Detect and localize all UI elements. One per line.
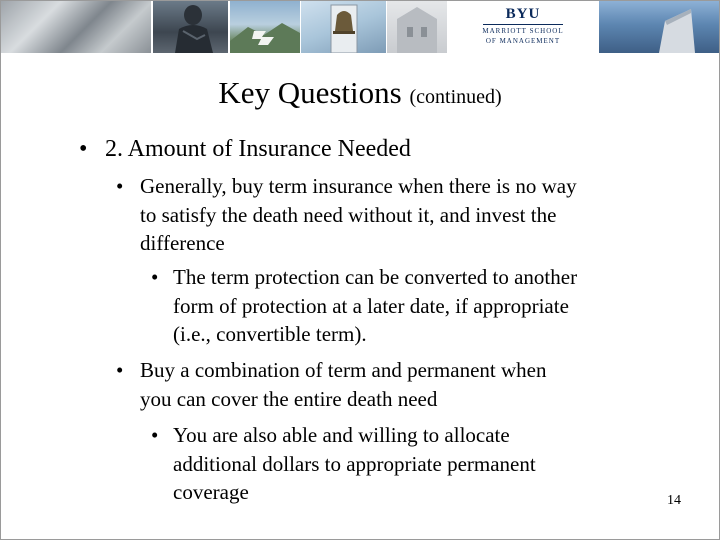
slide-title [1, 73, 719, 117]
bullet-l3-text: coverage [173, 480, 249, 504]
banner-photo-bell [301, 1, 386, 53]
bullet-l3-text: form of protection at a later date, if appropriate [173, 294, 569, 318]
bullet-l3-text: additional dollars to appropriate permanent [173, 452, 536, 476]
bullet-icon: • [116, 174, 124, 198]
banner-photo-steel [1, 1, 151, 53]
title-main: Key Questions [218, 75, 402, 110]
building-icon [387, 1, 447, 53]
bullet-l3-text: You are also able and willing to allocate [173, 423, 510, 447]
banner-photo-mountain [230, 1, 300, 53]
logo-name: BYU [505, 6, 541, 22]
header-banner [1, 1, 719, 53]
tower-icon [599, 1, 719, 53]
byu-logo [448, 1, 598, 53]
bullet-l2-text: you can cover the entire death need [140, 387, 438, 411]
logo-school: MARRIOTT SCHOOL [482, 27, 564, 35]
page-number: 14 [667, 493, 681, 508]
bullet-l2-text: difference [140, 231, 225, 255]
bullet-l2-text: Generally, buy term insurance when there is no way [140, 174, 577, 198]
logo-rule [483, 24, 563, 25]
banner-photo-building [387, 1, 447, 53]
bullet-icon: • [151, 423, 159, 447]
bullet-l2-text: Buy a combination of term and permanent when [140, 358, 547, 382]
banner-photo-tower [599, 1, 719, 53]
statue-silhouette [153, 1, 228, 53]
bullet-l3-text: The term protection can be converted to another [173, 265, 578, 289]
banner-photo-statue [153, 1, 228, 53]
title-suffix: (continued) [409, 86, 502, 108]
bell-icon [301, 1, 386, 53]
bullet-icon: • [79, 136, 88, 162]
bullet-l2-text: to satisfy the death need without it, and invest the [140, 203, 557, 227]
bullet-icon: • [116, 358, 124, 382]
logo-management: OF MANAGEMENT [485, 37, 561, 45]
bullet-icon: • [151, 265, 159, 289]
bullet-l1-text: 2. Amount of Insurance Needed [105, 136, 411, 162]
bullet-l3-text: (i.e., convertible term). [173, 322, 367, 346]
mountain-y-icon [230, 1, 300, 53]
